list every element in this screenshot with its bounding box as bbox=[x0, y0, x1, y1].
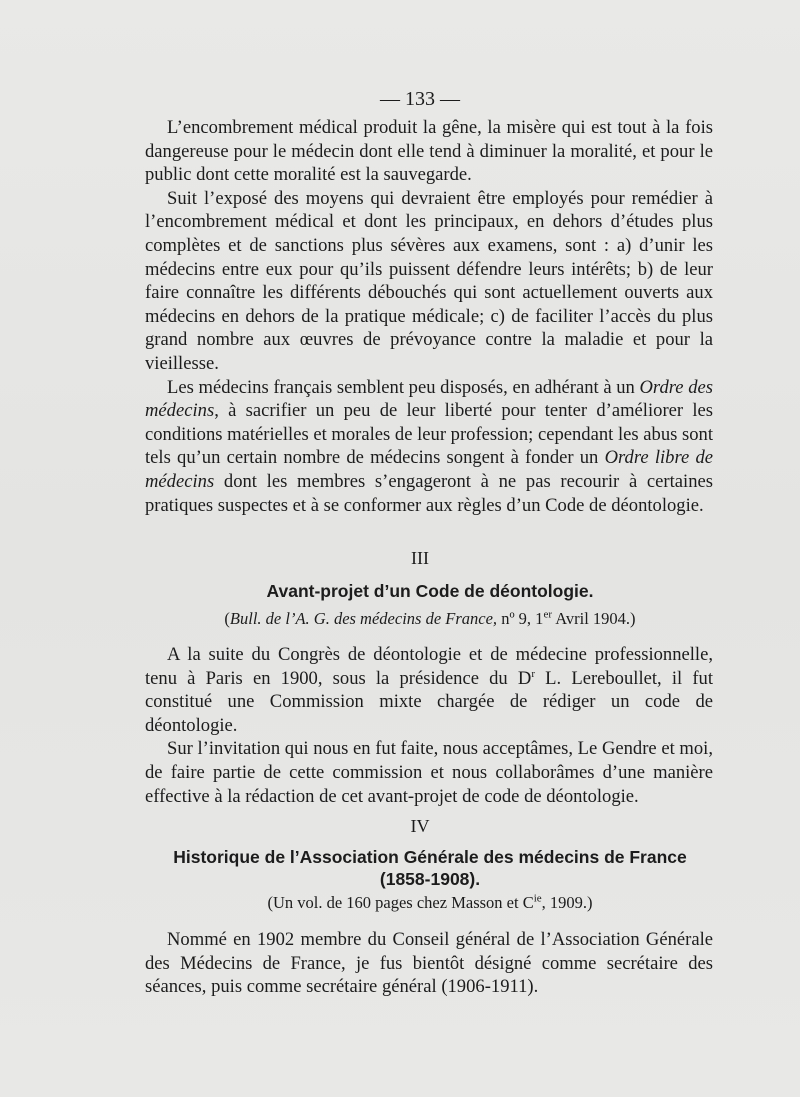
section-number: III bbox=[411, 548, 429, 568]
text-run: , à sacrifier un peu de leur liberté pour tenter d’améliorer les conditions matérielles et morales de leur profession; cependant les abus sont tels qu’un certain nombre de médecins songent à fonder un bbox=[145, 400, 713, 469]
text-run: Les médecins français semblent peu disposés, en adhérant à un bbox=[167, 376, 640, 398]
text-run: dont les membres s’engageront à ne pas recourir à certaines pratiques suspectes et à se conformer aux règles d’un Code de déontologie. bbox=[145, 470, 713, 516]
paragraph: L’encombrement médical produit la gêne, la misère qui est tout à la fois dangereuse pour le médecin dont elle tend à diminuer la moralité, et pour le public dont cette moralité est la sauvegarde. bbox=[145, 117, 713, 186]
text-run: nº 9, 1 bbox=[497, 609, 544, 628]
paragraph: Sur l’invitation qui nous en fut faite, nous acceptâmes, Le Gendre et moi, de faire partie de cette commission et nous collaborâmes d’une manière effective à la rédaction de cet avant-projet de code de déontologie. bbox=[145, 738, 713, 807]
section-3-body bbox=[145, 643, 713, 808]
section-4-body bbox=[145, 928, 713, 999]
text-run: (Un vol. de 160 pages chez Masson et C bbox=[267, 893, 534, 912]
text-run: L. Lereboullet, il fut constitué une Commission mixte chargée de rédiger un code de déontologie. bbox=[145, 667, 713, 736]
paragraph bbox=[145, 376, 713, 518]
section-title bbox=[140, 846, 720, 890]
section-reference bbox=[140, 893, 720, 913]
paragraph: Suit l’exposé des moyens qui devraient être employés pour remédier à l’encombrement médical et dont les principaux, en dehors d’études plus complètes et de sanctions plus sévères aux examens, sont : a) d’unir les médecins entre eux pour qu’ils puissent défendre leurs intérêts; b) de leur faire connaître les différents débouchés qui sont actuellement ouverts aux médecins en dehors de la pratique médicale; c) de faciliter l’accès du plus grand nombre aux œuvres de prévoyance contre la maladie et pour la vieillesse. bbox=[145, 187, 713, 374]
text-run: A la suite du Congrès de déontologie et de médecine professionnelle, tenu à Paris en 1900, sous la présidence du D bbox=[145, 644, 713, 689]
italic-text: Bull. de l’A. G. des médecins de France, bbox=[229, 609, 498, 628]
italic-text: Ordre libre de médecins bbox=[145, 447, 714, 492]
paragraph: Nommé en 1902 membre du Conseil général de l’Association Générale des Médecins de France, je fus bientôt désigné comme secrétaire des séances, puis comme secrétaire général (1906-1911). bbox=[145, 929, 713, 998]
superscript: r bbox=[531, 667, 535, 680]
section-2-body bbox=[145, 116, 713, 517]
text-run: , 1909.) bbox=[541, 893, 593, 912]
paragraph bbox=[145, 643, 713, 737]
superscript: ie bbox=[533, 892, 542, 905]
text-run: Avril 1904.) bbox=[551, 609, 636, 628]
section-title: Avant-projet d’un Code de déontologie. bbox=[266, 581, 594, 601]
italic-text: Ordre des médecins bbox=[145, 376, 713, 422]
section-reference bbox=[140, 609, 720, 629]
section-number: IV bbox=[410, 816, 430, 836]
superscript: er bbox=[543, 608, 552, 621]
title-line: (1858-1908). bbox=[379, 869, 481, 889]
text-run: ( bbox=[224, 609, 230, 628]
page-number: — 133 — bbox=[380, 88, 460, 110]
title-line: Historique de l’Association Générale des médecins de France bbox=[173, 847, 687, 867]
